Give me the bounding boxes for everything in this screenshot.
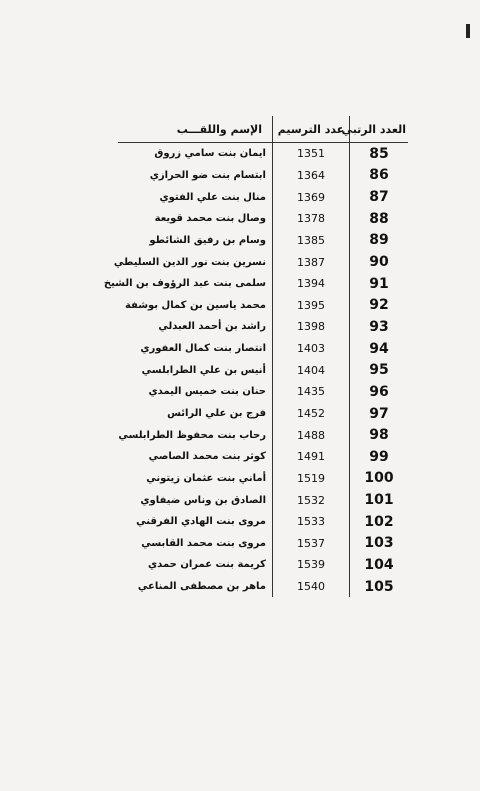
- registration-number-cell: 1398: [273, 316, 350, 338]
- name-cell: محمد ياسين بن كمال بوشفة: [124, 299, 266, 311]
- table-row: [118, 338, 408, 360]
- rank-cell: 91: [350, 273, 409, 295]
- name-cell: سلمى بنت عبد الرؤوف بن الشيخ: [103, 278, 266, 290]
- rank-cell: 102: [350, 511, 409, 533]
- registration-number-cell: 1385: [273, 230, 350, 252]
- name-cell: ايمان بنت سامي زروق: [154, 148, 266, 160]
- name-cell: مروى بنت محمد القابسي: [141, 537, 266, 549]
- header-registration-number: عدد الترسيم: [273, 116, 350, 143]
- table-row: [118, 359, 408, 381]
- table-row: [118, 468, 408, 490]
- rank-cell: 86: [350, 165, 409, 187]
- table-row: [118, 489, 408, 511]
- name-cell: مروى بنت الهادي الفرقني: [136, 516, 266, 528]
- rank-cell: 92: [350, 294, 409, 316]
- registration-number-cell: 1394: [273, 273, 350, 295]
- header-name: الإسم واللقـــب: [118, 116, 273, 143]
- registration-number-cell: 1452: [273, 403, 350, 425]
- rank-cell: 97: [350, 403, 409, 425]
- registration-number-cell: 1403: [273, 338, 350, 360]
- name-cell: انتصار بنت كمال العفوري: [140, 343, 266, 355]
- rank-cell: 95: [350, 359, 409, 381]
- rank-cell: 87: [350, 186, 409, 208]
- registration-number-cell: 1537: [273, 533, 350, 555]
- registration-number-cell: 1378: [273, 208, 350, 230]
- results-table: [103, 116, 408, 597]
- rank-cell: 94: [350, 338, 409, 360]
- registration-number-cell: 1364: [273, 165, 350, 187]
- rank-cell: 103: [350, 533, 409, 555]
- name-cell: وصال بنت محمد قويعة: [154, 213, 266, 225]
- registration-number-cell: 1540: [273, 576, 350, 598]
- table-row: [118, 316, 408, 338]
- table-row: [118, 273, 408, 295]
- table-row: [118, 554, 408, 576]
- registration-number-cell: 1532: [273, 489, 350, 511]
- table-row: [118, 424, 408, 446]
- table-row: [118, 186, 408, 208]
- name-cell: كوثر بنت محمد الصاصي: [148, 451, 266, 463]
- table-row: [118, 143, 408, 165]
- name-cell: فرج بن علي الرائس: [167, 408, 266, 419]
- table-row: [118, 511, 408, 533]
- registration-number-cell: 1351: [273, 143, 350, 165]
- name-cell: رحاب بنت محفوظ الطرابلسي: [118, 429, 266, 441]
- registration-number-cell: 1387: [273, 251, 350, 273]
- registration-number-cell: 1369: [273, 186, 350, 208]
- table-row: [118, 251, 408, 273]
- rank-cell: 96: [350, 381, 409, 403]
- rank-cell: 98: [350, 424, 409, 446]
- table-row: [118, 165, 408, 187]
- results-table-container: [103, 116, 408, 597]
- name-cell: أنيس بن علي الطرابلسي: [141, 364, 266, 376]
- name-cell: ماهر بن مصطفى المناعي: [137, 581, 266, 593]
- registration-number-cell: 1488: [273, 424, 350, 446]
- rank-cell: 101: [350, 489, 409, 511]
- rank-cell: 93: [350, 316, 409, 338]
- table-row: [118, 208, 408, 230]
- table-row: [118, 403, 408, 425]
- name-cell: وسام بن رفيق الشائطو: [149, 234, 266, 246]
- rank-cell: 90: [350, 251, 409, 273]
- table-header-row: [118, 116, 408, 143]
- name-cell: منال بنت علي الفتوي: [159, 191, 266, 203]
- registration-number-cell: 1404: [273, 359, 350, 381]
- page-edge-mark: [466, 24, 470, 38]
- rank-cell: 105: [350, 576, 409, 598]
- name-cell: كريمة بنت عمران حمدي: [148, 559, 266, 571]
- rank-cell: 100: [350, 468, 409, 490]
- table-row: [118, 446, 408, 468]
- registration-number-cell: 1539: [273, 554, 350, 576]
- rank-cell: 88: [350, 208, 409, 230]
- rank-cell: 85: [350, 143, 409, 165]
- registration-number-cell: 1395: [273, 294, 350, 316]
- table-row: [118, 294, 408, 316]
- name-cell: أماني بنت عثمان زيتوني: [146, 472, 266, 484]
- name-cell: الصادق بن وناس ضيفاوي: [140, 494, 266, 506]
- rank-cell: 89: [350, 230, 409, 252]
- registration-number-cell: 1519: [273, 468, 350, 490]
- registration-number-cell: 1435: [273, 381, 350, 403]
- table-row: [118, 576, 408, 598]
- registration-number-cell: 1533: [273, 511, 350, 533]
- name-cell: ابتسام بنت ضو الحرازي: [149, 169, 266, 181]
- name-cell: راشد بن أحمد العبدلي: [158, 321, 266, 333]
- name-cell: حنان بنت خميس اليمدي: [148, 386, 266, 398]
- name-cell: نسرين بنت نور الدين السليطي: [113, 256, 266, 268]
- table-row: [118, 533, 408, 555]
- rank-cell: 104: [350, 554, 409, 576]
- header-rank: العدد الرتبي: [350, 116, 409, 143]
- table-row: [118, 381, 408, 403]
- registration-number-cell: 1491: [273, 446, 350, 468]
- rank-cell: 99: [350, 446, 409, 468]
- table-row: [118, 230, 408, 252]
